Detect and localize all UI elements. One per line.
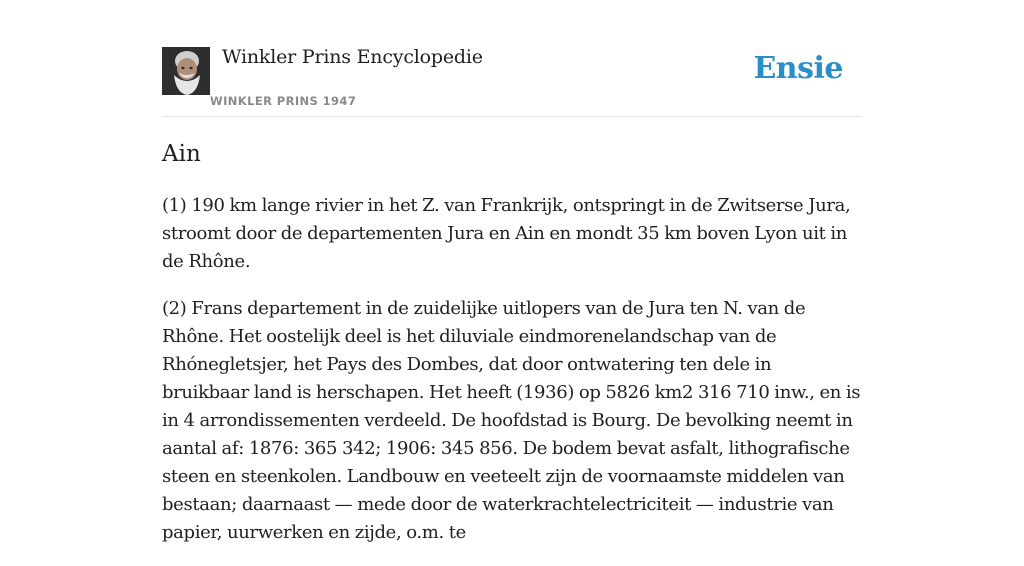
site-title[interactable]: Winkler Prins Encyclopedie bbox=[222, 46, 483, 68]
bearded-man-portrait-icon bbox=[162, 47, 210, 95]
article-paragraph-1: (1) 190 km lange rivier in het Z. van Frankrijk, ontspringt in de Zwitserse Jura, stroomt door de departementen Jura en Ain en mondt 35 km boven Lyon uit in de Rhône. bbox=[162, 195, 851, 272]
page bbox=[162, 0, 862, 543]
article-body bbox=[162, 192, 862, 566]
article-title: Ain bbox=[162, 141, 201, 167]
site-header bbox=[162, 0, 862, 117]
avatar[interactable] bbox=[162, 47, 210, 95]
edition-label[interactable]: WINKLER PRINS 1947 bbox=[210, 94, 357, 108]
article-paragraph-2: (2) Frans departement in de zuidelijke uitlopers van de Jura ten N. van de Rhône. Het oostelijk deel is het diluviale eindmorenelandschap van de Rhónegletsjer, het Pays des Dombes, dat door ontwatering ten dele in bruikbaar land is herschapen. Het heeft (1936) op 5826 km2 316 710 inw., en is in 4 arrondissementen verdeeld. De hoofdstad is Bourg. De bevolking neemt in aantal af: 1876: 365 342; 1906: 345 856. De bodem bevat asfalt, lithografische steen en steenkolen. Landbouw en veeteelt zijn de voornaamste middelen van bestaan; daarnaast — mede door de waterkrachtelectriciteit — industrie van papier, uurwerken en zijde, o.m. te bbox=[162, 298, 861, 543]
brand-logo[interactable]: Ensie bbox=[753, 51, 843, 86]
